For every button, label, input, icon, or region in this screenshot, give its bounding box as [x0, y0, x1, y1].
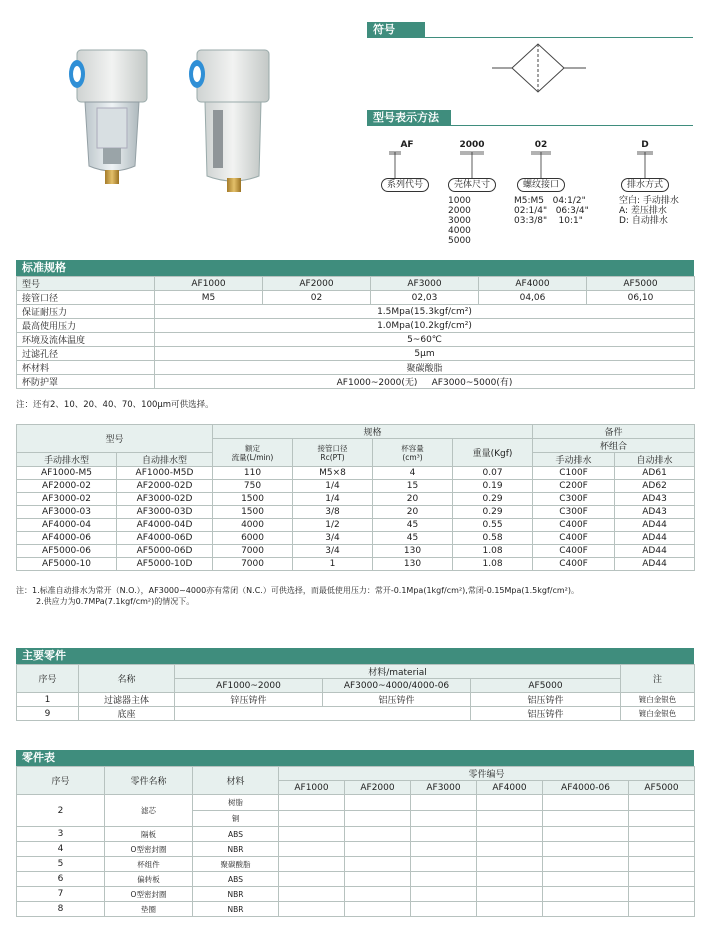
symbol-section-line: [367, 37, 693, 38]
spec-row-label: 接管口径: [17, 291, 155, 305]
drain-option: A: 差压排水: [619, 206, 667, 216]
auto-model-cell: AF5000-06D: [117, 545, 213, 558]
flow-header: 额定 流量(L/min): [213, 439, 293, 467]
main-parts-note: 镀白金银色: [621, 693, 695, 707]
spec-row-label: 保证耐压力: [17, 305, 155, 319]
cup-auto-cell: AD61: [615, 467, 695, 480]
part-number-cell: [345, 872, 411, 887]
spec-cell: 02,03: [371, 291, 479, 305]
spec-group-header: 规格: [213, 425, 533, 439]
part-number-cell: [629, 902, 695, 917]
manual-model-cell: AF3000-02: [17, 493, 117, 506]
part-number-cell: [411, 842, 477, 857]
part-number-cell: [543, 827, 629, 842]
part-number-cell: [279, 857, 345, 872]
spec-cell: M5: [155, 291, 263, 305]
weight-cell: 0.55: [453, 519, 533, 532]
parts-name: 垫圈: [105, 902, 193, 917]
rated-flow-cell: 7000: [213, 545, 293, 558]
port-size-cell: 3/4: [293, 545, 373, 558]
size-label: 壳体尺寸: [448, 178, 496, 192]
port-size-cell: M5×8: [293, 467, 373, 480]
model-row: [17, 558, 695, 571]
part-number-cell: [477, 842, 543, 857]
cup-manual-cell: C200F: [533, 480, 615, 493]
main-parts-sub-header: AF5000: [471, 679, 621, 693]
part-number-cell: [629, 842, 695, 857]
parts-name: 偏转板: [105, 872, 193, 887]
part-number-cell: [629, 887, 695, 902]
parts-no: 3: [17, 827, 105, 842]
parts-name: O型密封圈: [105, 887, 193, 902]
auto-model-cell: AF2000-02D: [117, 480, 213, 493]
main-parts-material: 铝压铸件: [323, 693, 471, 707]
spec-header-cell: AF2000: [263, 277, 371, 291]
parts-material: NBR: [193, 902, 279, 917]
parts-no: 4: [17, 842, 105, 857]
manual-model-cell: AF3000-03: [17, 506, 117, 519]
auto-model-cell: AF4000-06D: [117, 532, 213, 545]
auto-model-cell: AF4000-04D: [117, 519, 213, 532]
weight-cell: 0.29: [453, 493, 533, 506]
part-number-cell: [411, 857, 477, 872]
port-size-cell: 3/4: [293, 532, 373, 545]
spec-row-label: 杯防护罩: [17, 375, 155, 389]
parts-row: [17, 887, 695, 902]
spec-header-cell: AF3000: [371, 277, 479, 291]
part-number-cell: [345, 887, 411, 902]
spec-section-title: 标准规格: [16, 260, 694, 276]
spec-header-cell: AF5000: [587, 277, 695, 291]
parts-list-section-title: 零件表: [16, 750, 694, 766]
manual-model-cell: AF5000-06: [17, 545, 117, 558]
spec-cell: 04,06: [479, 291, 587, 305]
series-code: AF: [400, 140, 414, 150]
auto-type-header: 自动排水型: [117, 453, 213, 467]
port-size-cell: 1: [293, 558, 373, 571]
cup-capacity-cell: 15: [373, 480, 453, 493]
parts-model-header: AF4000: [477, 781, 543, 795]
cup-capacity-cell: 4: [373, 467, 453, 480]
size-option: 3000: [448, 216, 471, 226]
parts-partno-header: 零件编号: [279, 767, 695, 781]
weight-cell: 1.08: [453, 558, 533, 571]
parts-material: 铜: [193, 811, 279, 827]
port-option: M5:M5 04:1/2": [514, 196, 586, 206]
cup-manual-cell: C400F: [533, 558, 615, 571]
cup-auto-cell: AD62: [615, 480, 695, 493]
weight-cell: 1.08: [453, 545, 533, 558]
part-number-cell: [543, 842, 629, 857]
cup-auto-cell: AD44: [615, 558, 695, 571]
cup-manual-cell: C400F: [533, 545, 615, 558]
cup-capacity-cell: 20: [373, 493, 453, 506]
weight-cell: 0.29: [453, 506, 533, 519]
cup-auto-cell: AD44: [615, 545, 695, 558]
symbol-section-title: 符号: [367, 22, 425, 38]
parts-material: NBR: [193, 842, 279, 857]
part-number-cell: [543, 857, 629, 872]
size-options: [448, 196, 488, 246]
main-parts-sub-header: AF1000~2000: [175, 679, 323, 693]
rated-flow-cell: 110: [213, 467, 293, 480]
model-table: [16, 424, 695, 571]
auto-model-cell: AF3000-02D: [117, 493, 213, 506]
model-code-section-line: [367, 125, 693, 126]
cup-capacity-cell: 45: [373, 519, 453, 532]
spec-cell: 06,10: [587, 291, 695, 305]
parts-no: 7: [17, 887, 105, 902]
size-code: 2000: [459, 140, 485, 150]
parts-name: 隔板: [105, 827, 193, 842]
parts-row: [17, 902, 695, 917]
parts-no: 6: [17, 872, 105, 887]
part-number-cell: [477, 827, 543, 842]
spec-cell: 02: [263, 291, 371, 305]
main-parts-name: 过滤器主体: [79, 693, 175, 707]
parts-list-table: [16, 766, 695, 917]
parts-no: 2: [17, 795, 105, 827]
parts-group-header: 备件: [533, 425, 695, 439]
part-number-cell: [411, 887, 477, 902]
rated-flow-cell: 7000: [213, 558, 293, 571]
part-number-cell: [279, 902, 345, 917]
part-number-cell: [629, 827, 695, 842]
cup-capacity-cell: 130: [373, 545, 453, 558]
parts-material: NBR: [193, 887, 279, 902]
parts-material: ABS: [193, 827, 279, 842]
spec-row-label: 环境及流体温度: [17, 333, 155, 347]
parts-row: [17, 827, 695, 842]
parts-model-header: AF4000-06: [543, 781, 629, 795]
parts-model-header: AF3000: [411, 781, 477, 795]
drain-code: D: [641, 140, 649, 150]
weight-cell: 0.07: [453, 467, 533, 480]
auto-model-cell: AF3000-03D: [117, 506, 213, 519]
model-rows: [17, 467, 695, 571]
filter-symbol: [490, 40, 590, 96]
model-row: [17, 506, 695, 519]
model-row: [17, 480, 695, 493]
main-parts-no-header: 序号: [17, 665, 79, 693]
drain-options: [619, 196, 699, 226]
cup-manual-cell: C400F: [533, 532, 615, 545]
part-number-cell: [279, 887, 345, 902]
spec-header-cell: 型号: [17, 277, 155, 291]
main-parts-material: 铝压铸件: [471, 693, 621, 707]
part-number-cell: [543, 887, 629, 902]
parts-row: [17, 857, 695, 872]
cup-auto-cell: AD44: [615, 519, 695, 532]
size-option: 5000: [448, 236, 471, 246]
port-option: 03:3/8" 10:1": [514, 216, 583, 226]
part-number-cell: [345, 827, 411, 842]
drain-label: 排水方式: [621, 178, 669, 192]
cup-manual-cell: C300F: [533, 506, 615, 519]
spec-row-label: 杯材料: [17, 361, 155, 375]
parts-model-header: AF2000: [345, 781, 411, 795]
spec-cell: 5μm: [155, 347, 695, 361]
spec-header-cell: AF1000: [155, 277, 263, 291]
cup-auto-cell: AD43: [615, 506, 695, 519]
spec-header-cell: AF4000: [479, 277, 587, 291]
part-number-cell: [477, 887, 543, 902]
part-number-cell: [279, 872, 345, 887]
main-parts-note: 镀白金银色: [621, 707, 695, 721]
main-parts-material-header: 材料/material: [175, 665, 621, 679]
cup-auto-cell: AD43: [615, 493, 695, 506]
cupset-header: 杯组合: [533, 439, 695, 453]
size-option: 2000: [448, 206, 471, 216]
series-label: 系列代号: [381, 178, 429, 192]
drain-option: D: 自动排水: [619, 216, 668, 226]
parts-material: 树脂: [193, 795, 279, 811]
part-number-cell: [279, 842, 345, 857]
drain-option: 空白: 手动排水: [619, 196, 679, 206]
port-option: 02:1/4" 06:3/4": [514, 206, 589, 216]
cup-capacity-cell: 130: [373, 558, 453, 571]
part-number-cell: [345, 902, 411, 917]
manual-model-cell: AF2000-02: [17, 480, 117, 493]
spec-cell: 5~60℃: [155, 333, 695, 347]
part-number-cell: [629, 872, 695, 887]
rated-flow-cell: 750: [213, 480, 293, 493]
part-number-cell: [477, 872, 543, 887]
spec-cell: 聚碳酸脂: [155, 361, 695, 375]
parts-model-header: AF1000: [279, 781, 345, 795]
spec-row-label: 过滤孔径: [17, 347, 155, 361]
size-option: 1000: [448, 196, 471, 206]
parts-row: [17, 872, 695, 887]
size-option: 4000: [448, 226, 471, 236]
parts-list-rows: [17, 827, 695, 917]
port-size-cell: 1/4: [293, 493, 373, 506]
parts-material: 聚碳酸脂: [193, 857, 279, 872]
part-number-cell: [543, 902, 629, 917]
model-code-section-title: 型号表示方法: [367, 110, 451, 126]
port-size-cell: 1/2: [293, 519, 373, 532]
main-parts-table: [16, 664, 695, 721]
auto-model-cell: AF5000-10D: [117, 558, 213, 571]
part-number-cell: [411, 827, 477, 842]
part-number-cell: [411, 902, 477, 917]
parts-name: 滤芯: [105, 795, 193, 827]
spec-cell: 1.5Mpa(15.3kgf/cm²): [155, 305, 695, 319]
product-photo: [55, 36, 285, 216]
model-row: [17, 532, 695, 545]
port-header: 接管口径 Rc(PT): [293, 439, 373, 467]
parts-material: ABS: [193, 872, 279, 887]
port-size-cell: 1/4: [293, 480, 373, 493]
weight-cell: 0.58: [453, 532, 533, 545]
auto-model-cell: AF1000-M5D: [117, 467, 213, 480]
weight-cell: 0.19: [453, 480, 533, 493]
main-parts-material: 锌压铸件: [175, 693, 323, 707]
manual-model-cell: AF5000-10: [17, 558, 117, 571]
parts-name: 杯组件: [105, 857, 193, 872]
cup-manual-cell: C400F: [533, 519, 615, 532]
part-number-cell: [543, 872, 629, 887]
model-row: [17, 545, 695, 558]
main-parts-no: 9: [17, 707, 79, 721]
rated-flow-cell: 6000: [213, 532, 293, 545]
main-parts-note-header: 注: [621, 665, 695, 693]
parts-material-header: 材料: [193, 767, 279, 795]
part-number-cell: [345, 842, 411, 857]
port-label: 螺纹接口: [517, 178, 565, 192]
port-options: [514, 196, 614, 226]
cup-auto-header: 自动排水: [615, 453, 695, 467]
rated-flow-cell: 1500: [213, 493, 293, 506]
part-number-cell: [345, 857, 411, 872]
rated-flow-cell: 4000: [213, 519, 293, 532]
parts-row: [17, 842, 695, 857]
spec-table: [16, 276, 695, 389]
main-parts-name-header: 名称: [79, 665, 175, 693]
port-code: 02: [534, 140, 548, 150]
weight-header: 重量(Kgf): [453, 439, 533, 467]
parts-no: 5: [17, 857, 105, 872]
model-note-2: 2.供应力为0.7MPa(7.1kgf/cm²)的情况下。: [36, 597, 195, 606]
parts-name-header: 零件名称: [105, 767, 193, 795]
main-parts-section-title: 主要零件: [16, 648, 694, 664]
cup-manual-cell: C300F: [533, 493, 615, 506]
part-number-cell: [477, 902, 543, 917]
parts-no-header: 序号: [17, 767, 105, 795]
main-parts-material: 铝压铸件: [471, 707, 621, 721]
model-note-1: 注：1.标准自动排水为常开（N.O.），AF3000~4000亦有常闭（N.C.）可供选择，而最低使用压力：常开-0.1Mpa(1kgf/cm²),常闭-0.15Mpa(1.5kgf/cm²)。: [16, 586, 579, 595]
cup-auto-cell: AD44: [615, 532, 695, 545]
manual-model-cell: AF1000-M5: [17, 467, 117, 480]
part-number-cell: [279, 827, 345, 842]
parts-model-header: AF5000: [629, 781, 695, 795]
spec-cell: AF1000~2000(无) AF3000~5000(有): [155, 375, 695, 389]
main-parts-material: [175, 707, 471, 721]
spec-note: 注：还有2、10、20、40、70、100μm可供选择。: [16, 400, 214, 410]
cup-manual-header: 手动排水: [533, 453, 615, 467]
manual-type-header: 手动排水型: [17, 453, 117, 467]
main-parts-name: 底座: [79, 707, 175, 721]
spec-cell: 1.0Mpa(10.2kgf/cm²): [155, 319, 695, 333]
part-number-cell: [629, 857, 695, 872]
parts-no: 8: [17, 902, 105, 917]
cup-capacity-cell: 45: [373, 532, 453, 545]
cup-capacity-cell: 20: [373, 506, 453, 519]
parts-name: O型密封圈: [105, 842, 193, 857]
manual-model-cell: AF4000-04: [17, 519, 117, 532]
model-row: [17, 519, 695, 532]
model-header: 型号: [17, 425, 213, 453]
part-number-cell: [411, 872, 477, 887]
cup-manual-cell: C100F: [533, 467, 615, 480]
model-row: [17, 467, 695, 480]
spec-row-label: 最高使用压力: [17, 319, 155, 333]
part-number-cell: [477, 857, 543, 872]
main-parts-no: 1: [17, 693, 79, 707]
cup-capacity-header: 杯容量 (cm³): [373, 439, 453, 467]
manual-model-cell: AF4000-06: [17, 532, 117, 545]
port-size-cell: 3/8: [293, 506, 373, 519]
model-code-connectors: [380, 150, 690, 180]
rated-flow-cell: 1500: [213, 506, 293, 519]
main-parts-sub-header: AF3000~4000/4000-06: [323, 679, 471, 693]
model-row: [17, 493, 695, 506]
